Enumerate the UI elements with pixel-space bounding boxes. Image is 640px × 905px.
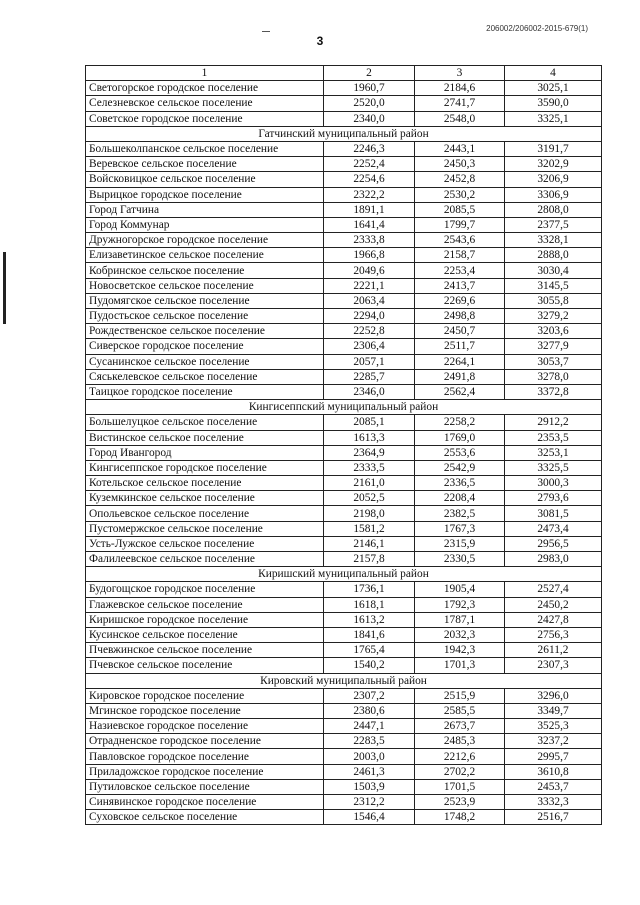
table-row xyxy=(86,354,602,369)
settlement-name: Сяськелевское сельское поселение xyxy=(86,369,324,384)
settlement-name: Кингисеппское городское поселение xyxy=(86,460,324,475)
table-row xyxy=(86,658,602,673)
value-col-4: 3325,1 xyxy=(505,111,602,126)
table-row xyxy=(86,795,602,810)
value-col-3: 2491,8 xyxy=(415,369,505,384)
table-row xyxy=(86,263,602,278)
value-col-2: 1966,8 xyxy=(324,248,415,263)
value-col-2: 2252,4 xyxy=(324,157,415,172)
value-col-4: 2516,7 xyxy=(505,810,602,825)
value-col-4: 3202,9 xyxy=(505,157,602,172)
settlement-name: Суховское сельское поселение xyxy=(86,810,324,825)
value-col-4: 2808,0 xyxy=(505,202,602,217)
column-header: 3 xyxy=(415,66,505,81)
settlement-name: Войсковицкое сельское поселение xyxy=(86,172,324,187)
value-col-2: 1891,1 xyxy=(324,202,415,217)
settlement-name: Город Гатчина xyxy=(86,202,324,217)
table-row xyxy=(86,217,602,232)
settlement-name: Сусанинское сельское поселение xyxy=(86,354,324,369)
value-col-4: 3296,0 xyxy=(505,688,602,703)
value-col-2: 2364,9 xyxy=(324,445,415,460)
settlement-name: Большеколпанское сельское поселение xyxy=(86,141,324,156)
value-col-2: 2294,0 xyxy=(324,309,415,324)
table-row xyxy=(86,81,602,96)
table-row xyxy=(86,445,602,460)
value-col-4: 3349,7 xyxy=(505,703,602,718)
settlement-name: Приладожское городское поселение xyxy=(86,764,324,779)
value-col-2: 2246,3 xyxy=(324,141,415,156)
value-col-3: 2315,9 xyxy=(415,536,505,551)
table-row xyxy=(86,460,602,475)
settlement-name: Новосветское сельское поселение xyxy=(86,278,324,293)
column-header: 2 xyxy=(324,66,415,81)
settlement-name: Сиверское городское поселение xyxy=(86,339,324,354)
table-row xyxy=(86,141,602,156)
settlement-name: Киришское городское поселение xyxy=(86,612,324,627)
value-col-4: 2611,2 xyxy=(505,643,602,658)
table-row xyxy=(86,415,602,430)
value-col-4: 3279,2 xyxy=(505,309,602,324)
settlement-name: Будогощское городское поселение xyxy=(86,582,324,597)
value-col-4: 2473,4 xyxy=(505,521,602,536)
value-col-3: 2511,7 xyxy=(415,339,505,354)
value-col-4: 2888,0 xyxy=(505,248,602,263)
section-row xyxy=(86,567,602,582)
value-col-2: 2221,1 xyxy=(324,278,415,293)
value-col-2: 2461,3 xyxy=(324,764,415,779)
value-col-2: 2307,2 xyxy=(324,688,415,703)
value-col-4: 2450,2 xyxy=(505,597,602,612)
value-col-3: 2382,5 xyxy=(415,506,505,521)
value-col-3: 2258,2 xyxy=(415,415,505,430)
value-col-2: 2146,1 xyxy=(324,536,415,551)
value-col-3: 2253,4 xyxy=(415,263,505,278)
table-row xyxy=(86,779,602,794)
section-row xyxy=(86,400,602,415)
table-header-row xyxy=(86,66,602,81)
value-col-2: 2333,8 xyxy=(324,233,415,248)
value-col-3: 2443,1 xyxy=(415,141,505,156)
settlement-name: Куземкинское сельское поселение xyxy=(86,491,324,506)
value-col-3: 1942,3 xyxy=(415,643,505,658)
value-col-3: 2523,9 xyxy=(415,795,505,810)
value-col-3: 2158,7 xyxy=(415,248,505,263)
value-col-3: 2702,2 xyxy=(415,764,505,779)
value-col-4: 2353,5 xyxy=(505,430,602,445)
value-col-2: 2340,0 xyxy=(324,111,415,126)
value-col-2: 2198,0 xyxy=(324,506,415,521)
value-col-4: 3053,7 xyxy=(505,354,602,369)
table-body xyxy=(86,66,602,825)
table-row xyxy=(86,369,602,384)
value-col-3: 2208,4 xyxy=(415,491,505,506)
value-col-3: 2212,6 xyxy=(415,749,505,764)
value-col-3: 2548,0 xyxy=(415,111,505,126)
settlement-name: Большелуцкое сельское поселение xyxy=(86,415,324,430)
value-col-2: 2252,8 xyxy=(324,324,415,339)
value-col-4: 3332,3 xyxy=(505,795,602,810)
section-row xyxy=(86,673,602,688)
value-col-2: 2333,5 xyxy=(324,460,415,475)
value-col-4: 2912,2 xyxy=(505,415,602,430)
value-col-2: 2052,5 xyxy=(324,491,415,506)
value-col-3: 1767,3 xyxy=(415,521,505,536)
settlement-name: Отрадненское городское поселение xyxy=(86,734,324,749)
value-col-4: 2307,3 xyxy=(505,658,602,673)
table-row xyxy=(86,612,602,627)
value-col-4: 3253,1 xyxy=(505,445,602,460)
value-col-4: 3590,0 xyxy=(505,96,602,111)
value-col-2: 1765,4 xyxy=(324,643,415,658)
value-col-3: 1701,3 xyxy=(415,658,505,673)
value-col-2: 1841,6 xyxy=(324,627,415,642)
table-row xyxy=(86,521,602,536)
table-row xyxy=(86,202,602,217)
table-row xyxy=(86,384,602,399)
column-header: 4 xyxy=(505,66,602,81)
settlement-name: Дружногорское городское поселение xyxy=(86,233,324,248)
value-col-2: 2283,5 xyxy=(324,734,415,749)
value-col-2: 2312,2 xyxy=(324,795,415,810)
table-row xyxy=(86,734,602,749)
value-col-4: 3000,3 xyxy=(505,476,602,491)
value-col-4: 3525,3 xyxy=(505,719,602,734)
value-col-3: 2269,6 xyxy=(415,293,505,308)
value-col-4: 2995,7 xyxy=(505,749,602,764)
section-title: Кингисеппский муниципальный район xyxy=(86,400,602,415)
value-col-2: 2063,4 xyxy=(324,293,415,308)
table-row xyxy=(86,749,602,764)
value-col-3: 2450,3 xyxy=(415,157,505,172)
table-row xyxy=(86,552,602,567)
value-col-4: 3610,8 xyxy=(505,764,602,779)
table-row xyxy=(86,582,602,597)
value-col-2: 2049,6 xyxy=(324,263,415,278)
value-col-2: 1503,9 xyxy=(324,779,415,794)
value-col-3: 2543,6 xyxy=(415,233,505,248)
table-row xyxy=(86,536,602,551)
value-col-3: 2530,2 xyxy=(415,187,505,202)
value-col-4: 2527,4 xyxy=(505,582,602,597)
settlement-name: Фалилеевское сельское поселение xyxy=(86,552,324,567)
value-col-2: 1960,7 xyxy=(324,81,415,96)
value-col-2: 1546,4 xyxy=(324,810,415,825)
value-col-3: 1799,7 xyxy=(415,217,505,232)
value-col-2: 2520,0 xyxy=(324,96,415,111)
section-row xyxy=(86,126,602,141)
value-col-4: 3325,5 xyxy=(505,460,602,475)
section-title: Кировский муниципальный район xyxy=(86,673,602,688)
value-col-4: 3306,9 xyxy=(505,187,602,202)
value-col-4: 3277,9 xyxy=(505,339,602,354)
value-col-4: 3206,9 xyxy=(505,172,602,187)
value-col-4: 2453,7 xyxy=(505,779,602,794)
value-col-3: 2515,9 xyxy=(415,688,505,703)
table-row xyxy=(86,278,602,293)
value-col-2: 2157,8 xyxy=(324,552,415,567)
settlement-name: Назиевское городское поселение xyxy=(86,719,324,734)
value-col-3: 1787,1 xyxy=(415,612,505,627)
value-col-3: 2562,4 xyxy=(415,384,505,399)
scan-edge-mark xyxy=(3,252,6,324)
settlement-name: Таицкое городское поселение xyxy=(86,384,324,399)
value-col-4: 2377,5 xyxy=(505,217,602,232)
value-col-3: 2542,9 xyxy=(415,460,505,475)
value-col-3: 2741,7 xyxy=(415,96,505,111)
value-col-3: 2450,7 xyxy=(415,324,505,339)
value-col-4: 3237,2 xyxy=(505,734,602,749)
settlement-name: Пчевжинское сельское поселение xyxy=(86,643,324,658)
value-col-3: 2553,6 xyxy=(415,445,505,460)
page-number: 3 xyxy=(316,34,324,48)
value-col-4: 2756,3 xyxy=(505,627,602,642)
value-col-3: 2585,5 xyxy=(415,703,505,718)
value-col-3: 2413,7 xyxy=(415,278,505,293)
document-id: 206002/206002-2015-679(1) xyxy=(486,24,588,33)
table-row xyxy=(86,627,602,642)
value-col-2: 2254,6 xyxy=(324,172,415,187)
table-row xyxy=(86,810,602,825)
value-col-2: 2085,1 xyxy=(324,415,415,430)
value-col-2: 1540,2 xyxy=(324,658,415,673)
value-col-3: 1792,3 xyxy=(415,597,505,612)
settlement-name: Селезневское сельское поселение xyxy=(86,96,324,111)
table-row xyxy=(86,643,602,658)
value-col-3: 2452,8 xyxy=(415,172,505,187)
table-row xyxy=(86,506,602,521)
table-row xyxy=(86,688,602,703)
value-col-4: 3203,6 xyxy=(505,324,602,339)
table-row xyxy=(86,491,602,506)
column-header: 1 xyxy=(86,66,324,81)
value-col-4: 3278,0 xyxy=(505,369,602,384)
settlement-name: Светогорское городское поселение xyxy=(86,81,324,96)
table-row xyxy=(86,293,602,308)
value-col-4: 3030,4 xyxy=(505,263,602,278)
settlement-name: Кусинское сельское поселение xyxy=(86,627,324,642)
settlement-name: Кировское городское поселение xyxy=(86,688,324,703)
settlement-name: Веревское сельское поселение xyxy=(86,157,324,172)
value-col-3: 1701,5 xyxy=(415,779,505,794)
table-row xyxy=(86,597,602,612)
settlement-name: Пустомержское сельское поселение xyxy=(86,521,324,536)
table-row xyxy=(86,764,602,779)
value-col-2: 2003,0 xyxy=(324,749,415,764)
settlement-name: Котельское сельское поселение xyxy=(86,476,324,491)
value-col-3: 2264,1 xyxy=(415,354,505,369)
settlement-name: Кобринское сельское поселение xyxy=(86,263,324,278)
value-col-2: 1613,3 xyxy=(324,430,415,445)
value-col-2: 2380,6 xyxy=(324,703,415,718)
value-col-3: 2330,5 xyxy=(415,552,505,567)
settlement-name: Глажевское сельское поселение xyxy=(86,597,324,612)
settlement-name: Елизаветинское сельское поселение xyxy=(86,248,324,263)
data-table xyxy=(85,65,602,825)
settlement-name: Пчевское сельское поселение xyxy=(86,658,324,673)
value-col-2: 1641,4 xyxy=(324,217,415,232)
value-col-2: 2322,2 xyxy=(324,187,415,202)
value-col-3: 2336,5 xyxy=(415,476,505,491)
value-col-3: 2673,7 xyxy=(415,719,505,734)
settlement-name: Вистинское сельское поселение xyxy=(86,430,324,445)
value-col-3: 2485,3 xyxy=(415,734,505,749)
value-col-2: 1613,2 xyxy=(324,612,415,627)
settlement-name: Пудомягское сельское поселение xyxy=(86,293,324,308)
scan-mark xyxy=(262,31,270,32)
table-row xyxy=(86,476,602,491)
settlement-name: Путиловское сельское поселение xyxy=(86,779,324,794)
settlement-name: Усть-Лужское сельское поселение xyxy=(86,536,324,551)
settlement-name: Рождественское сельское поселение xyxy=(86,324,324,339)
value-col-4: 3145,5 xyxy=(505,278,602,293)
settlement-name: Город Ивангород xyxy=(86,445,324,460)
value-col-2: 2447,1 xyxy=(324,719,415,734)
settlement-name: Павловское городское поселение xyxy=(86,749,324,764)
value-col-3: 2184,6 xyxy=(415,81,505,96)
value-col-2: 2285,7 xyxy=(324,369,415,384)
value-col-4: 3328,1 xyxy=(505,233,602,248)
table-row xyxy=(86,96,602,111)
table-row xyxy=(86,172,602,187)
settlement-name: Синявинское городское поселение xyxy=(86,795,324,810)
table-row xyxy=(86,703,602,718)
settlement-name: Советское городское поселение xyxy=(86,111,324,126)
table-row xyxy=(86,111,602,126)
table-row xyxy=(86,324,602,339)
table-row xyxy=(86,187,602,202)
value-col-4: 3081,5 xyxy=(505,506,602,521)
settlement-name: Опольевское сельское поселение xyxy=(86,506,324,521)
value-col-4: 3372,8 xyxy=(505,384,602,399)
value-col-3: 2498,8 xyxy=(415,309,505,324)
value-col-4: 2956,5 xyxy=(505,536,602,551)
settlement-name: Мгинское городское поселение xyxy=(86,703,324,718)
table-row xyxy=(86,233,602,248)
table-row xyxy=(86,248,602,263)
value-col-4: 2983,0 xyxy=(505,552,602,567)
value-col-3: 1769,0 xyxy=(415,430,505,445)
value-col-2: 1581,2 xyxy=(324,521,415,536)
value-col-4: 3191,7 xyxy=(505,141,602,156)
value-col-4: 3025,1 xyxy=(505,81,602,96)
table-row xyxy=(86,339,602,354)
value-col-3: 2032,3 xyxy=(415,627,505,642)
settlement-name: Город Коммунар xyxy=(86,217,324,232)
value-col-2: 2161,0 xyxy=(324,476,415,491)
settlement-name: Вырицкое городское поселение xyxy=(86,187,324,202)
value-col-2: 2306,4 xyxy=(324,339,415,354)
value-col-2: 2346,0 xyxy=(324,384,415,399)
table-row xyxy=(86,719,602,734)
value-col-2: 2057,1 xyxy=(324,354,415,369)
value-col-3: 1905,4 xyxy=(415,582,505,597)
settlement-name: Пудостьское сельское поселение xyxy=(86,309,324,324)
table-row xyxy=(86,309,602,324)
value-col-3: 1748,2 xyxy=(415,810,505,825)
value-col-3: 2085,5 xyxy=(415,202,505,217)
value-col-4: 2793,6 xyxy=(505,491,602,506)
value-col-4: 3055,8 xyxy=(505,293,602,308)
section-title: Киришский муниципальный район xyxy=(86,567,602,582)
value-col-4: 2427,8 xyxy=(505,612,602,627)
value-col-2: 1736,1 xyxy=(324,582,415,597)
table-row xyxy=(86,430,602,445)
section-title: Гатчинский муниципальный район xyxy=(86,126,602,141)
table-row xyxy=(86,157,602,172)
value-col-2: 1618,1 xyxy=(324,597,415,612)
